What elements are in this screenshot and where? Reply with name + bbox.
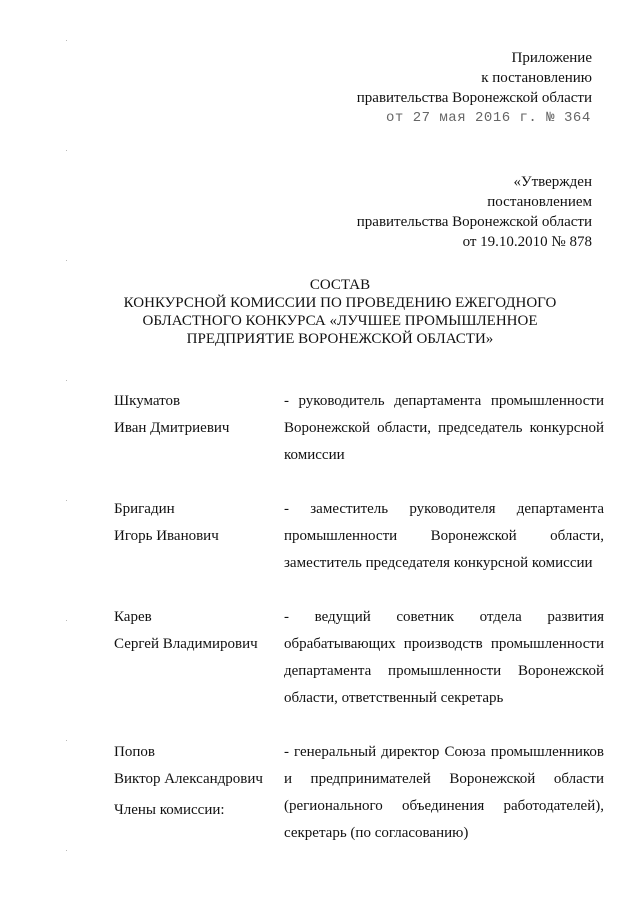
member-entry — [114, 739, 604, 847]
appendix-header — [357, 48, 592, 108]
member-role: - генеральный директор Союза промышленников и предпринимателей Воронежской области (регионального объединения работодателей), секретарь (по согласованию) — [284, 739, 604, 847]
document-title — [100, 276, 580, 348]
member-surname: Попов — [114, 744, 155, 760]
approved-line: от 19.10.2010 № 878 — [462, 234, 592, 250]
member-name — [114, 388, 284, 469]
approved-line: «Утвержден — [513, 174, 592, 190]
member-entry — [114, 604, 604, 712]
members-section-label: Члены комиссии: — [114, 802, 225, 818]
member-role: - заместитель руководителя департамента промышленности Воронежской области, заместитель председателя конкурсной комиссии — [284, 496, 604, 577]
member-given-name: Иван Дмитриевич — [114, 420, 230, 436]
title-line: ПРЕДПРИЯТИЕ ВОРОНЕЖСКОЙ ОБЛАСТИ» — [186, 331, 494, 347]
member-surname: Бригадин — [114, 501, 175, 517]
appendix-line: правительства Воронежской области — [356, 90, 592, 106]
approved-line: правительства Воронежской области — [356, 214, 592, 230]
member-entry — [114, 496, 604, 577]
approved-line: постановлением — [487, 194, 592, 210]
member-name — [114, 496, 284, 577]
member-role: - ведущий советник отдела развития обрабатывающих производств промышленности департамента промышленности Воронежской области, ответственный секретарь — [284, 604, 604, 712]
member-surname: Карев — [114, 609, 152, 625]
title-line: ОБЛАСТНОГО КОНКУРСА «ЛУЧШЕЕ ПРОМЫШЛЕННОЕ — [142, 313, 538, 329]
approved-header — [357, 172, 592, 252]
margin-scan-marks — [66, 0, 68, 905]
member-name — [114, 739, 284, 847]
appendix-line: к постановлению — [481, 70, 592, 86]
date-number-stamp: от 27 мая 2016 г. № 364 — [386, 110, 591, 126]
appendix-line: Приложение — [511, 50, 592, 66]
member-given-name: Игорь Иванович — [114, 528, 219, 544]
member-surname: Шкуматов — [114, 393, 181, 409]
title-line: СОСТАВ — [309, 277, 371, 293]
member-given-name: Виктор Александрович — [114, 771, 263, 787]
member-role: - руководитель департамента промышленности Воронежской области, председатель конкурсной комиссии — [284, 388, 604, 469]
member-name — [114, 604, 284, 712]
title-line: КОНКУРСНОЙ КОМИССИИ ПО ПРОВЕДЕНИЮ ЕЖЕГОДНОГО — [123, 295, 557, 311]
member-given-name: Сергей Владимирович — [114, 636, 258, 652]
member-entry — [114, 388, 604, 469]
